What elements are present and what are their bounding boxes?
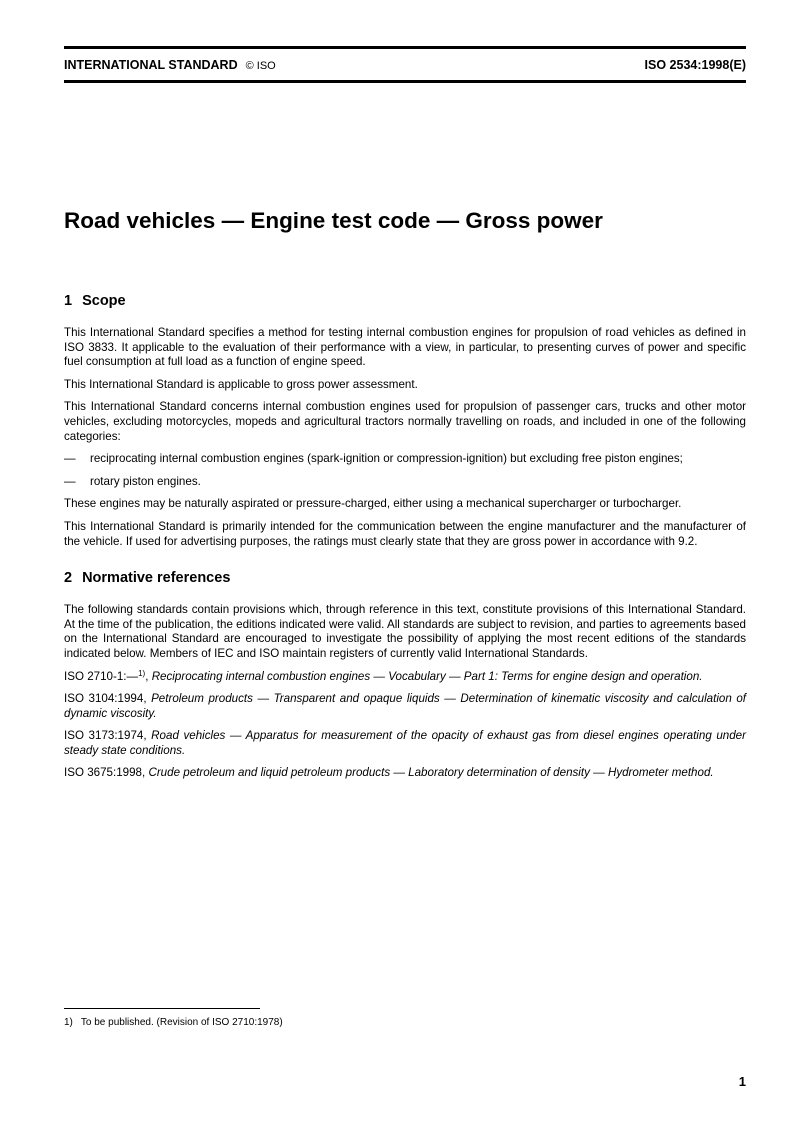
paragraph: This International Standard is primarily intended for the communication between the engine manufacturer and the manufacturer of the vehicle. If used for advertising purposes, the ratings must clearly state that they are gross power in accordance with 9.2. (64, 519, 746, 548)
reference-separator: , (143, 692, 152, 706)
section-heading (64, 292, 746, 310)
section-normative-references (64, 569, 746, 781)
list-item (64, 452, 746, 467)
header-left (64, 58, 276, 72)
reference-separator: , (142, 766, 149, 780)
header-doc-type: INTERNATIONAL STANDARD (64, 58, 238, 72)
reference-code: ISO 3675:1998 (64, 766, 142, 780)
paragraph: This International Standard is applicable to gross power assessment. (64, 377, 418, 391)
header-copyright: © ISO (245, 60, 276, 72)
reference-code: ISO 3173:1974 (64, 729, 144, 743)
document-body (64, 292, 746, 789)
section-scope (64, 292, 746, 549)
reference-code: ISO 3104:1994 (64, 692, 144, 706)
section-number: 1 (64, 293, 73, 309)
page-number: 1 (738, 1074, 746, 1089)
list-item-text: rotary piston engines. (90, 474, 201, 488)
list-item-text: reciprocating internal combustion engines (spark-ignition or compression-ignition) but excluding free piston engines; (90, 452, 683, 466)
paragraph: This International Standard specifies a method for testing internal combustion engines for propulsion of road vehicles as defined in ISO 3833. It applicable to the evaluation of their performance with a view, in particular, to presenting curves of power and specific fuel consumption at full load as a function of engine speed. (64, 326, 746, 369)
reference-title: Petroleum products — Transparent and opaque liquids — Determination of kinematic viscosity and calculation of dynamic viscosity. (64, 692, 746, 720)
footnote-number: 1) (64, 1017, 73, 1028)
paragraph: The following standards contain provisions which, through reference in this text, constitute provisions of this International Standard. At the time of the publication, the editions indicated were valid. All standards are subject to revision, and parties to agreements based on the International Standard are encouraged to investigate the possibility of applying the most recent editions of the standards indicated below. Members of IEC and ISO maintain registers of currently valid International Standards. (64, 603, 746, 660)
footnote-marker: 1) (138, 668, 146, 678)
reference-separator: , (143, 729, 152, 743)
footnote-rule (64, 1008, 260, 1009)
section-number: 2 (64, 570, 73, 587)
reference-title: Reciprocating internal combustion engines — Vocabulary — Part 1: Terms for engine design and operation. (151, 669, 703, 683)
section-title: Normative references (82, 570, 231, 587)
reference-separator: , (145, 669, 152, 683)
reference-entry (64, 692, 746, 721)
reference-title: Crude petroleum and liquid petroleum products — Laboratory determination of density — Hydrometer method. (148, 766, 714, 780)
header-top-rule (64, 46, 746, 49)
document-title: Road vehicles — Engine test code — Gross power (64, 208, 603, 233)
list-dash: — (64, 452, 76, 466)
header-doc-number: ISO 2534:1998(E) (644, 58, 746, 72)
reference-title: Road vehicles — Apparatus for measurement of the opacity of exhaust gas from diesel engines operating under steady state conditions. (64, 729, 746, 757)
reference-entry (64, 670, 746, 685)
section-heading (64, 569, 746, 587)
reference-entry (64, 729, 746, 758)
section-title: Scope (82, 293, 126, 309)
paragraph: This International Standard concerns internal combustion engines used for propulsion of passenger cars, trucks and other motor vehicles, excluding motorcycles, mopeds and agricultural tractors normally travelling on roads, and included in one of the following categories: (64, 400, 746, 443)
footnote-text: To be published. (Revision of ISO 2710:1978) (80, 1017, 283, 1028)
list-item (64, 475, 746, 490)
paragraph: These engines may be naturally aspirated or pressure-charged, either using a mechanical supercharger or turbocharger. (64, 497, 682, 511)
header-bottom-rule (64, 80, 746, 83)
list-dash: — (64, 474, 76, 488)
running-header (64, 58, 746, 74)
reference-entry (64, 766, 746, 781)
reference-code: ISO 2710-1:— (64, 669, 139, 683)
footnote (64, 1017, 283, 1028)
